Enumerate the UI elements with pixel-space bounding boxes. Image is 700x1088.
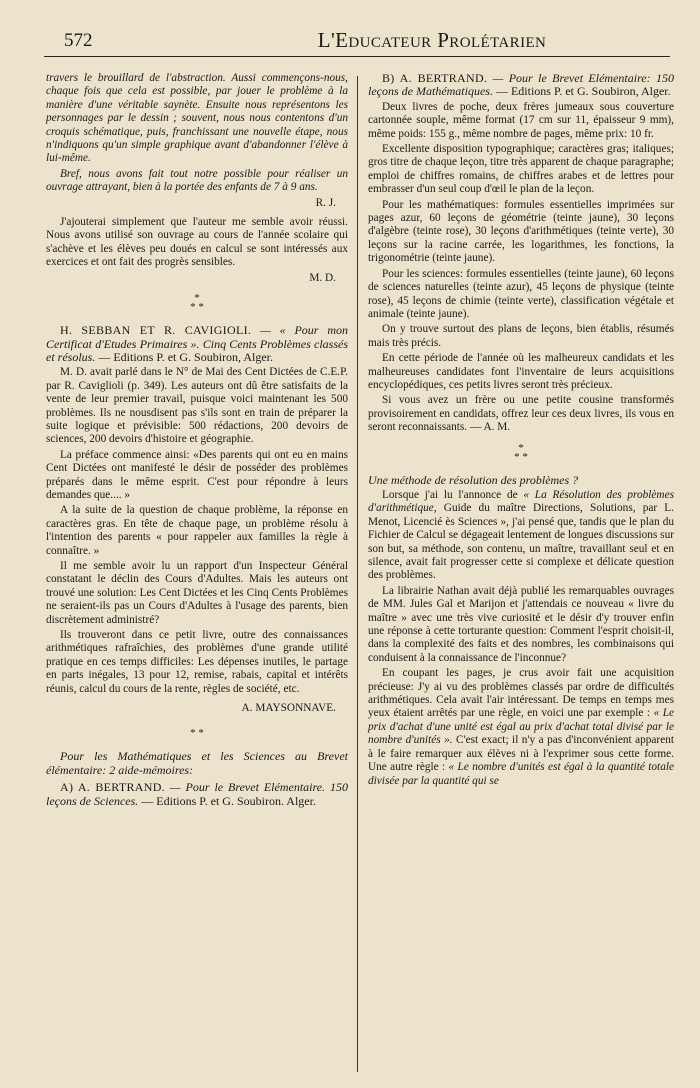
- signature-md: M. D.: [309, 271, 336, 284]
- paragraph: Ils trouveront dans ce petit livre, outre des connaissances arithmétiques rafraîchies, des problèmes d'une grande utilité pratique en ces temps difficiles: Les dépenses inutiles, le partage en parts inégales, 13 pour 12, remise, rabais, capital et intérêts réunis, calcul du cours de la rente, règles de société, etc.: [46, 629, 348, 695]
- paragraph: Excellente disposition typographique; caractères gras; italiques; gros titre de chaque leçon, titre très apparent de chaque paragraphe; emploi de chiffres romains, de chiffres arabes et de lettres pour embrasser d'un seul coup d'œil le plan de la leçon.: [368, 143, 674, 196]
- intro-quote-conclusion: Bref, nous avons fait tout notre possible pour réaliser un ouvrage attrayant, bien à la portée des enfants de 7 à 9 ans.: [46, 167, 348, 194]
- section-separator: * * *: [514, 441, 528, 463]
- paragraph: M. D. avait parlé dans le N° de Mai des Cent Dictées de C.E.P. par R. Caviglioli (p. 349). Les auteurs ont dû être satisfaits de la vente de leur premier travail, puisque voici maintenant les 500 problèmes. Ils ne nousdisent pas s'ils sont en train de préparer la suite logique et prévisible: 500 rédactions, 200 devoirs de sciences, 200 devoirs d'histoire et géographie.: [46, 366, 348, 446]
- right-column: [368, 72, 674, 790]
- journal-title: L'Educateur Prolétarien: [317, 28, 547, 52]
- paragraph: Il me semble avoir lu un rapport d'un Inspecteur Général constatant le déclin des Cours d'Adultes. Mais les auteurs ont trouvé une solution: Les Cent Dictées et les Cinq Cents Problèmes ne seraient-ils pas un Cours d'Adultes à l'usage des parents, bien discrètement administré?: [46, 560, 348, 626]
- signature-rj: R. J.: [315, 196, 336, 209]
- paragraph: La librairie Nathan avait déjà publié les remarquables ouvrages de MM. Jules Gal et Marijon et j'attendais ce nouveau « livre du maître » avec une très vive curiosité et le désir d'y trouver enfin une réponse à cette torturante question: Comment l'esprit choisit-il, dans la complexité des faits et des nombres, les combinaisons qui conduisent à la connaissance de l'inconnue?: [368, 584, 674, 664]
- signature-maysonnave: A. MAYSONNAVE.: [241, 702, 336, 715]
- page-header: [44, 22, 670, 57]
- review-heading-bertrand-b: B) A. BERTRAND. — Pour le Brevet Elémentaire: 150 leçons de Mathématiques. — Editions P. et G. Soubiron, Alger.: [368, 71, 675, 99]
- section-separator: * *: [190, 727, 204, 740]
- paragraph: Pour les sciences: formules essentielles (teinte jaune), 60 leçons de sciences naturelles (teinte azur), 45 leçons de physique (teinte rose), 45 leçons de chimie (teinte verte), classification végétale et animale (teinte jaune).: [368, 267, 674, 320]
- section-heading-brevet: Pour les Mathématiques et les Sciences au Brevet élémentaire: 2 aide-mémoires:: [46, 749, 348, 777]
- paragraph: On y trouve surtout des plans de leçons, bien établis, résumés mais très précis.: [368, 323, 674, 349]
- paragraph: Deux livres de poche, deux frères jumeaux sous couverture cartonnée souple, même format (17 cm sur 11, épaisseur 9 mm), même poids: 155 g., même nombre de pages, même prix: 10 fr.: [368, 100, 674, 140]
- page-number: 572: [64, 30, 93, 51]
- intro-quote: travers le brouillard de l'abstraction. Aussi commençons-nous, chaque fois que cela est possible, par jouer le problème à la manière d'une véritable saynète. Ensuite nous représentons les personnages par le dessin ; souvent, nous nous contentons d'un croquis schématique, puis, franchissant une nouvelle étape, nous n'indiquons qu'un simple graphique avant d'abandonner l'élève à lui-même.: [46, 72, 348, 165]
- review-heading-sebban: H. SEBBAN ET R. CAVIGIOLI. — « Pour mon Certificat d'Etudes Primaires ». Cinq Cents Problèmes classés et résolus. — Editions P. et G. Soubiron, Alger.: [46, 323, 349, 364]
- section-heading-methode: Une méthode de résolution des problèmes ?: [368, 472, 579, 487]
- paragraph: Si vous avez un frère ou une petite cousine transformés provisoirement en candidats, offrez leur ces deux livres, ils vous en seront reconnaissants. — A. M.: [368, 394, 674, 434]
- paragraph: Pour les mathématiques: formules essentielles imprimées sur pages azur, 60 leçons de géométrie (teinte jaune), 30 leçons d'algèbre (teinte rose), 30 leçons d'arithmétiques (teinte verte), 30 leçons sur la racine carrée, les logarithmes, les fonctions, la trigonométrie (teinte jaune).: [368, 198, 674, 265]
- review-heading-bertrand-a: A) A. BERTRAND. — Pour le Brevet Elémentaire. 150 leçons de Sciences. — Editions P. et G. Soubiron. Alger.: [46, 780, 348, 808]
- review-paragraph: J'ajouterai simplement que l'auteur me semble avoir réussi. Nous avons utilisé son ouvrage au cours de l'année scolaire qui s'achève et les élèves peu doués en calcul se sont intéressés aux exercices et ont fait des progrès sensibles.: [46, 216, 348, 269]
- section-separator: * * *: [190, 292, 204, 314]
- paragraph: A la suite de la question de chaque problème, la réponse en caractères gras. En tête de chaque page, un problème résolu à l'intention des parents « pour rappeler aux familles la règle à connaître. »: [46, 504, 348, 557]
- paragraph: La préface commence ainsi: «Des parents qui ont eu en mains Cent Dictées ont manifesté le désir de posséder des problèmes préparés dans le même esprit. C'est pour répondre à leurs demandes que.... »: [46, 448, 348, 501]
- left-column: [46, 72, 348, 810]
- paragraph: En coupant les pages, je crus avoir fait une acquisition précieuse: J'y ai vu des problèmes classés par ordre de difficultés arithmétiques. Cela avait l'air intéressant. De temps en temps mes yeux étaient arrêtés par une règle, en voici une par exemple : « Le prix d'achat d'une unité est égal au prix d'achat total divisé par le nombre d'unités ». C'est exact; il n'y a pas d'inconvénient apparent à le faire remarquer aux élèves ni à l'exprimer sous cette forme. Une autre règle : « Le nombre d'unités est égal à la quantité totale divisée par la quantité qui se: [368, 667, 674, 787]
- paragraph: Lorsque j'ai lu l'annonce de « La Résolution des problèmes d'arithmétique, Guide du maître Directions, Solutions, par L. Menot, Licencié ès Sciences », j'ai pensé que, tandis que le plan du Fichier de Calcul se dégageait lentement de longues discussions sur son but, sa méthode, son contenu, un maître, travaillant seul et en silence, avait fait progresser cette si complexe et délicate question des problèmes.: [368, 488, 675, 582]
- column-divider: [357, 76, 358, 1072]
- paragraph: En cette période de l'année où les malheureux candidats et les malheureuses candidates font l'inventaire de leurs acquisitions encyclopédiques, ces petits livres seront très précieux.: [368, 352, 674, 391]
